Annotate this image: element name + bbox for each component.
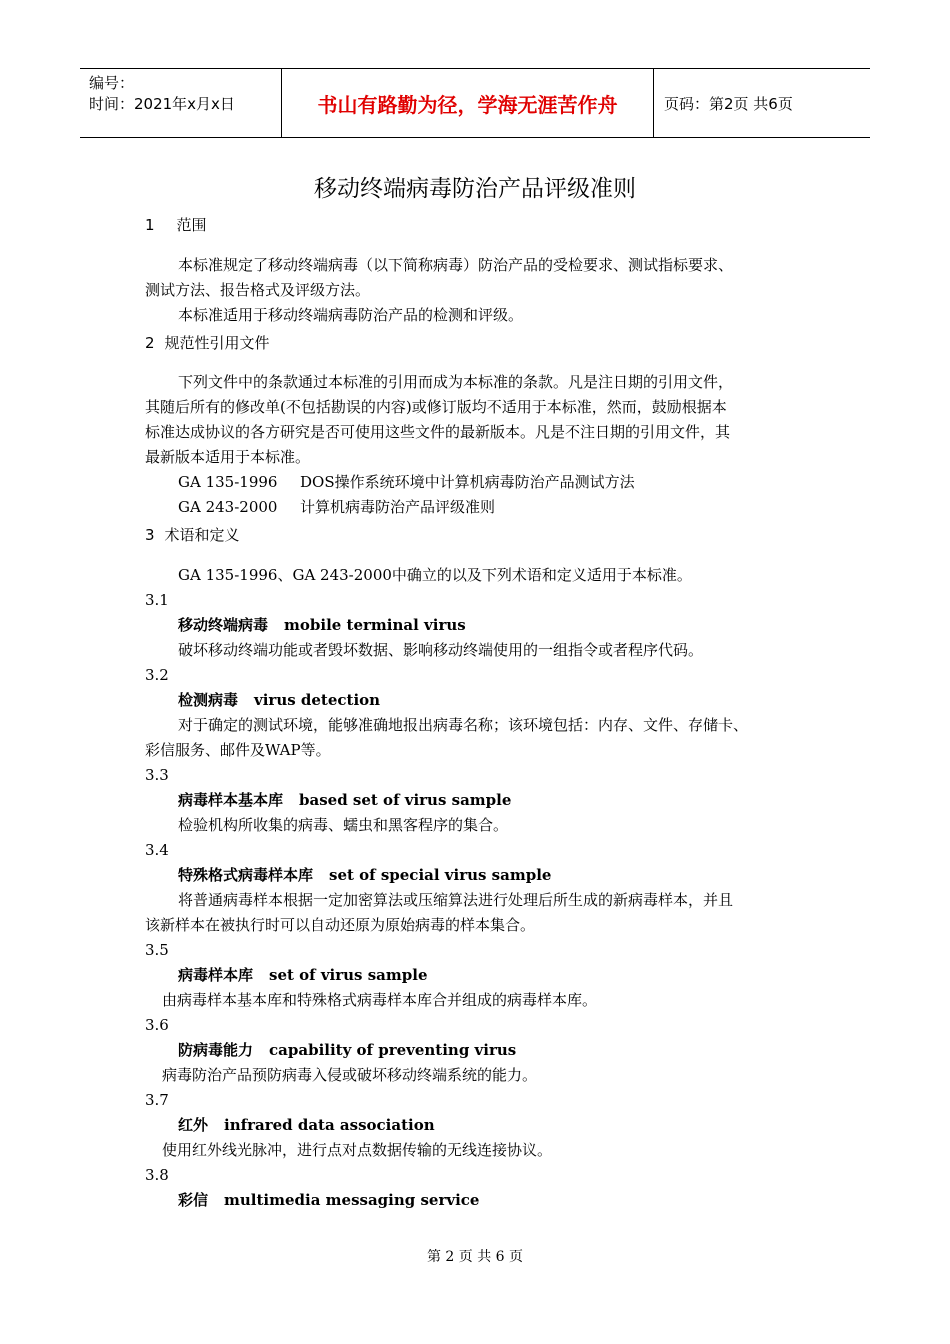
page-footer: 第 2 页 共 6 页 (426, 1249, 524, 1265)
term-zh: 红外 (178, 1116, 209, 1134)
term-heading (178, 865, 551, 885)
term-definition: 对于确定的测试环境，能够准确地报出病毒名称；该环境包括：内存、文件、存储卡、 (178, 716, 749, 734)
term-number: 3.8 (145, 1166, 169, 1184)
section-title: 术语和定义 (164, 526, 240, 544)
term-en: capability of preventing virus (269, 1041, 517, 1059)
term-heading (178, 615, 466, 635)
term-number: 3.5 (145, 941, 169, 959)
term-definition: 彩信服务、邮件及WAP等。 (145, 741, 331, 759)
section-number: 3 (145, 526, 155, 544)
page-label: 页码：第2页 共6页 (664, 94, 793, 113)
term-en: set of special virus sample (329, 866, 552, 884)
paragraph: 本标准适用于移动终端病毒防治产品的检测和评级。 (178, 306, 524, 324)
document-title: 移动终端病毒防治产品评级准则 (314, 176, 636, 202)
term-number: 3.4 (145, 841, 169, 859)
header-motto: 书山有路勤为径，学海无涯苦作舟 (317, 92, 618, 117)
term-number: 3.6 (145, 1016, 169, 1034)
section-number: 2 (145, 334, 155, 352)
term-number: 3.3 (145, 766, 169, 784)
term-number: 3.7 (145, 1091, 169, 1109)
term-zh: 病毒样本库 (178, 966, 254, 984)
term-zh: 彩信 (178, 1191, 209, 1209)
term-heading (178, 1040, 516, 1060)
term-en: set of virus sample (269, 966, 428, 984)
term-en: multimedia messaging service (224, 1191, 480, 1209)
term-definition: 破坏移动终端功能或者毁坏数据、影响移动终端使用的一组指令或者程序代码。 (178, 641, 704, 659)
section-title: 范围 (176, 216, 207, 234)
term-en: mobile terminal virus (284, 616, 466, 634)
term-heading (178, 1190, 479, 1210)
time-label: 时间：2021年x月x日 (89, 95, 235, 113)
term-number: 3.1 (145, 591, 169, 609)
term-zh: 防病毒能力 (178, 1041, 254, 1059)
paragraph: GA 135-1996、GA 243-2000中确立的以及下列术语和定义适用于本标准。 (178, 566, 692, 584)
header-meta (80, 69, 282, 137)
term-definition: 将普通病毒样本根据一定加密算法或压缩算法进行处理后所生成的新病毒样本，并且 (178, 891, 734, 909)
term-definition: 使用红外线光脉冲，进行点对点数据传输的无线连接协议。 (162, 1141, 553, 1159)
paragraph: 本标准规定了移动终端病毒（以下简称病毒）防治产品的受检要求、测试指标要求、 (178, 256, 734, 274)
term-heading (178, 790, 511, 810)
header-motto-cell (282, 69, 654, 137)
section-title: 规范性引用文件 (164, 334, 270, 352)
term-definition: 检验机构所收集的病毒、蠕虫和黑客程序的集合。 (178, 816, 509, 834)
term-definition: 该新样本在被执行时可以自动还原为原始病毒的样本集合。 (145, 916, 536, 934)
term-heading (178, 690, 380, 710)
paragraph: 其随后所有的修改单(不包括勘误的内容)或修订版均不适用于本标准，然而，鼓励根据本 (145, 398, 727, 416)
term-zh: 特殊格式病毒样本库 (178, 866, 314, 884)
term-definition: 由病毒样本基本库和特殊格式病毒样本库合并组成的病毒样本库。 (162, 991, 598, 1009)
number-label: 编号： (89, 74, 135, 92)
section-1-heading (145, 215, 207, 235)
paragraph: 最新版本适用于本标准。 (145, 448, 311, 466)
term-heading (178, 965, 428, 985)
page-header (80, 68, 870, 138)
term-zh: 病毒样本基本库 (178, 791, 284, 809)
term-en: virus detection (254, 691, 381, 709)
reference-code: GA 243-2000 (178, 498, 278, 516)
reference-code: GA 135-1996 (178, 473, 278, 491)
reference-name: 计算机病毒防治产品评级准则 (300, 498, 496, 516)
section-2-heading (145, 333, 270, 353)
term-number: 3.2 (145, 666, 169, 684)
term-en: based set of virus sample (299, 791, 512, 809)
term-en: infrared data association (224, 1116, 435, 1134)
term-zh: 检测病毒 (178, 691, 239, 709)
paragraph: 标准达成协议的各方研究是否可使用这些文件的最新版本。凡是不注日期的引用文件，其 (145, 423, 731, 441)
paragraph: 下列文件中的条款通过本标准的引用而成为本标准的条款。凡是注日期的引用文件， (178, 373, 734, 391)
reference-item (178, 472, 635, 492)
term-zh: 移动终端病毒 (178, 616, 269, 634)
paragraph: 测试方法、报告格式及评级方法。 (145, 281, 371, 299)
reference-item (178, 497, 495, 517)
term-heading (178, 1115, 435, 1135)
header-page-cell (654, 69, 870, 137)
reference-name: DOS操作系统环境中计算机病毒防治产品测试方法 (300, 473, 635, 491)
section-number: 1 (145, 216, 155, 234)
section-3-heading (145, 525, 240, 545)
term-definition: 病毒防治产品预防病毒入侵或破坏移动终端系统的能力。 (162, 1066, 538, 1084)
